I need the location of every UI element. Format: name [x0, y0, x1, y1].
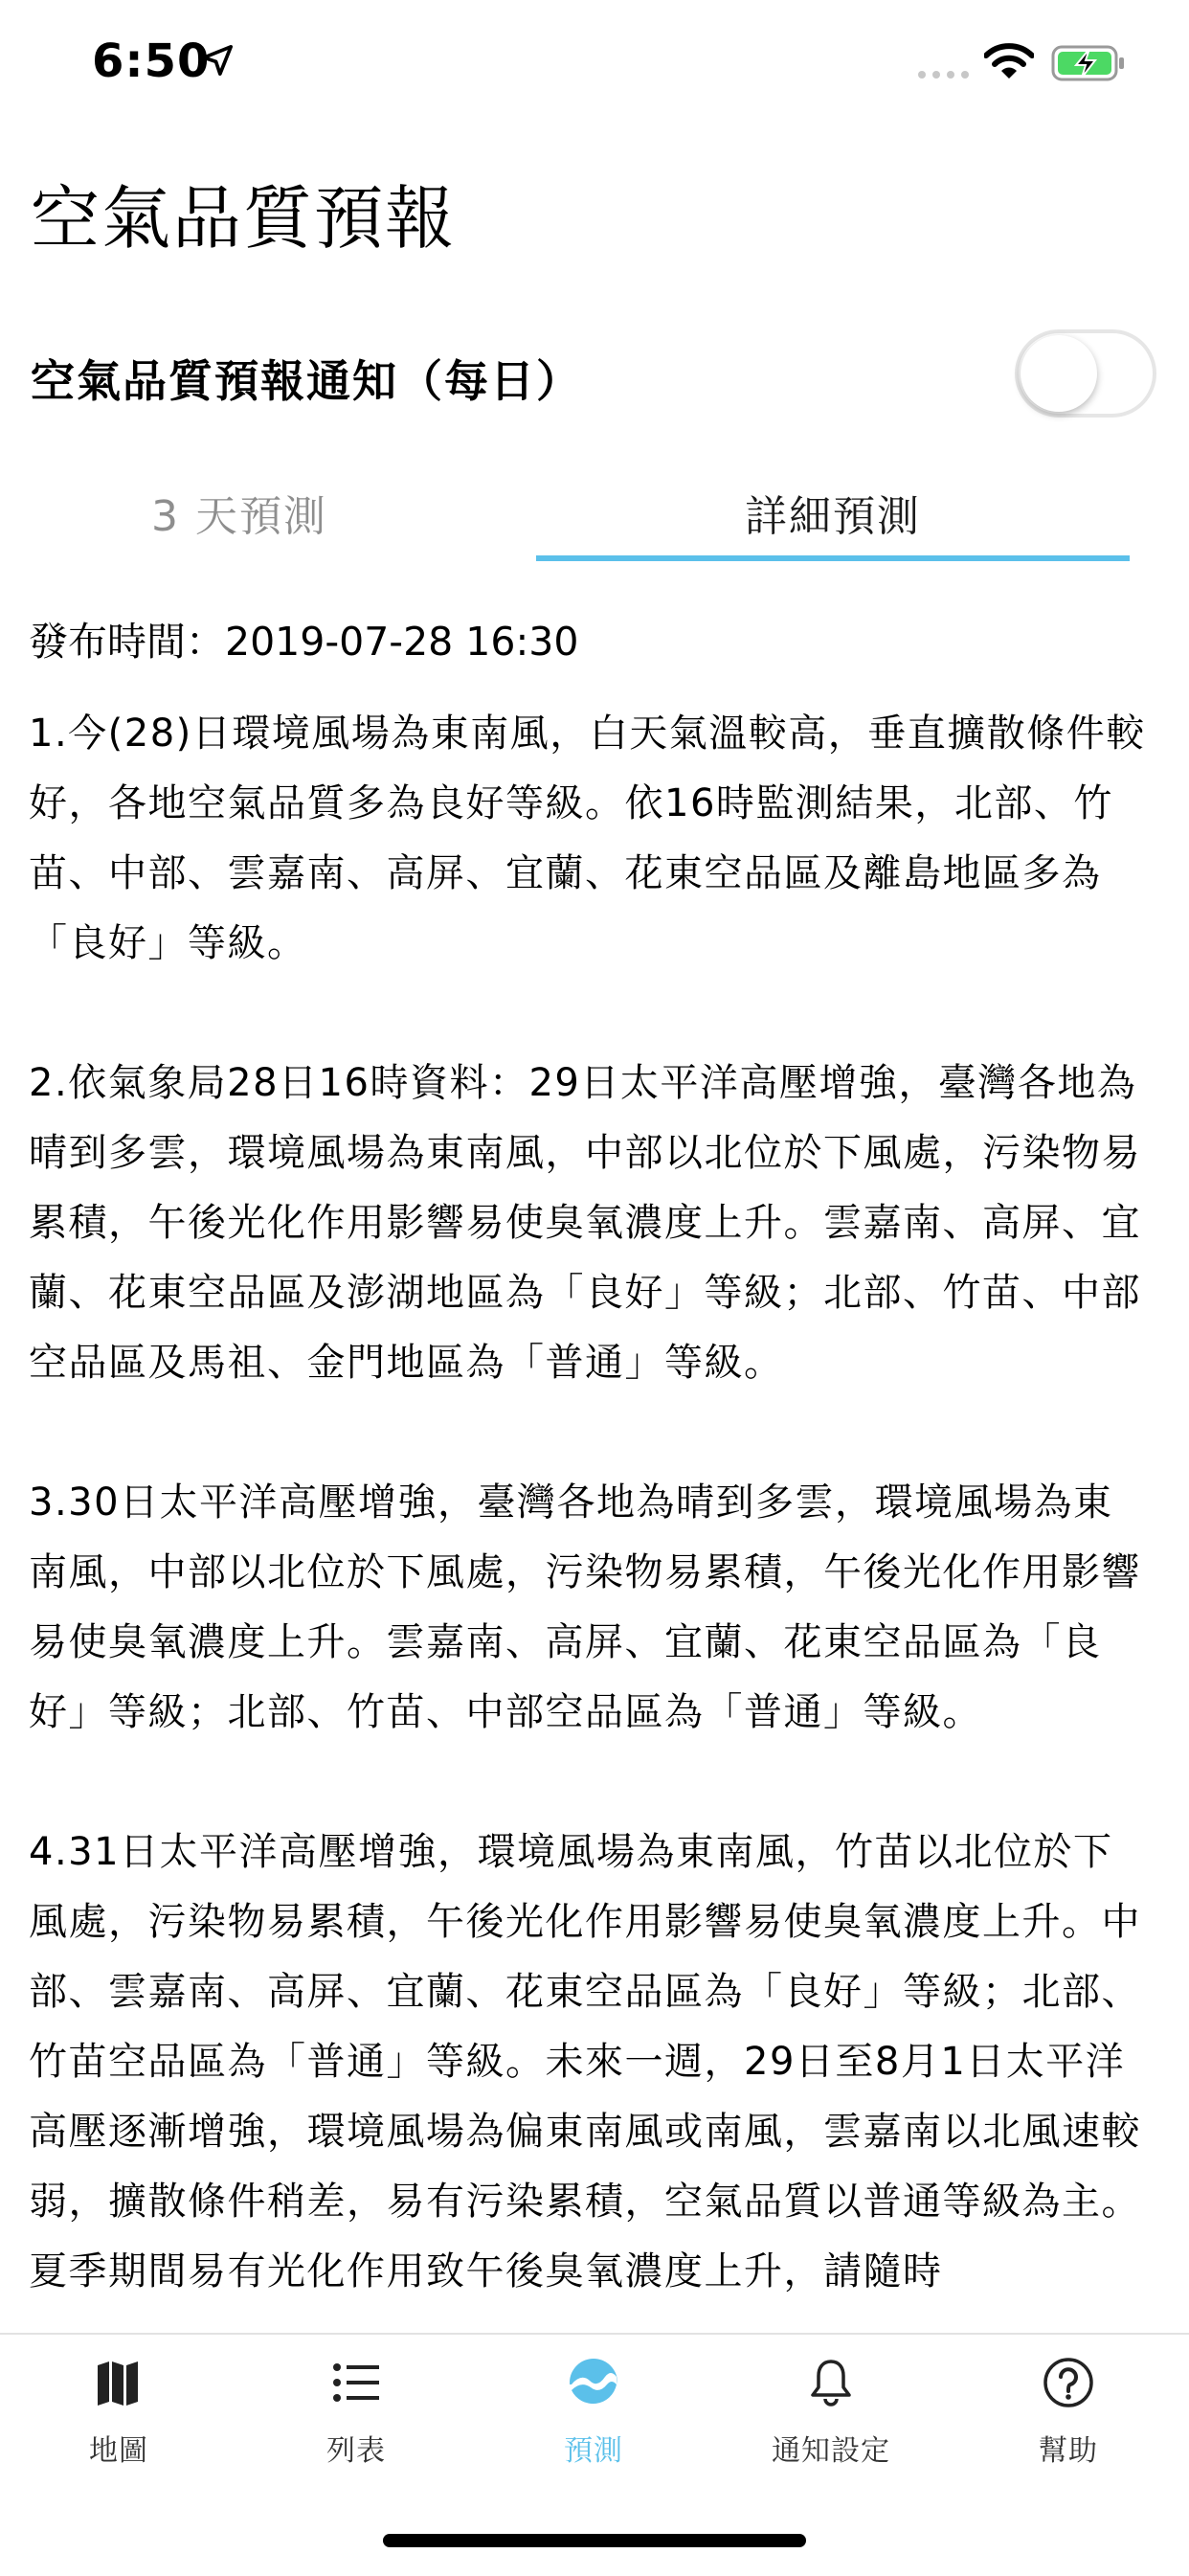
- tab-bar-label: 列表: [326, 2434, 386, 2468]
- publish-time: 發布時間：2019-07-28 16:30: [29, 619, 579, 665]
- forecast-tabs: [0, 479, 1189, 565]
- forecast-content: [29, 603, 1149, 2377]
- daily-notification-toggle[interactable]: [1015, 329, 1156, 418]
- notification-label: 空氣品質預報通知（每日）: [31, 355, 582, 407]
- wifi-icon: [984, 42, 1034, 80]
- scroll-fade: [0, 2298, 1189, 2337]
- notification-setting-row: [0, 329, 1189, 425]
- tab-bar-label: 幫助: [1039, 2434, 1098, 2468]
- forecast-paragraph: 2.依氣象局28日16時資料：29日太平洋高壓增強，臺灣各地為晴到多雲，環境風場為東南風，中部以北位於下風處，污染物易累積，午後光化作用影響易使臭氧濃度上升。雲嘉南、高屏、宜蘭、花東空品區及澎湖地區為「良好」等級；北部、竹苗、中部空品區及馬祖、金門地區為「普通」等級。: [29, 1061, 1141, 1385]
- tab-bar-notification-settings[interactable]: [712, 2335, 950, 2488]
- toggle-knob: [1021, 335, 1097, 412]
- home-indicator: [383, 2534, 806, 2547]
- battery-charging-icon: [1051, 44, 1128, 82]
- tab-bar-help[interactable]: [950, 2335, 1187, 2488]
- page-title: 空氣品質預報: [31, 178, 457, 259]
- tab-detailed-forecast[interactable]: 詳細預測: [745, 492, 921, 541]
- status-time: 6:50: [92, 34, 211, 88]
- tab-bar-forecast[interactable]: [475, 2335, 712, 2488]
- forecast-paragraph: 1.今(28)日環境風場為東南風，白天氣溫較高，垂直擴散條件較好，各地空氣品質多為良好等級。依16時監測結果，北部、竹苗、中部、雲嘉南、高屏、宜蘭、花東空品區及離島地區多為「良好」等級。: [29, 712, 1146, 965]
- location-arrow-icon: [201, 44, 234, 77]
- cellular-signal-icon: [917, 69, 973, 80]
- map-icon: [92, 2356, 146, 2409]
- forecast-icon: [567, 2356, 620, 2409]
- selected-tab-indicator: [536, 555, 1130, 561]
- help-icon: [1042, 2356, 1095, 2409]
- list-icon: [329, 2356, 383, 2409]
- tab-bar-label: 通知設定: [772, 2434, 890, 2468]
- tab-bar-label: 地圖: [89, 2434, 148, 2468]
- tab-bar-list[interactable]: [237, 2335, 475, 2488]
- tab-bar-label: 預測: [564, 2434, 623, 2468]
- forecast-paragraph: 3.30日太平洋高壓增強，臺灣各地為晴到多雲，環境風場為東南風，中部以北位於下風處，污染物易累積，午後光化作用影響易使臭氧濃度上升。雲嘉南、高屏、宜蘭、花東空品區為「良好」等級；北部、竹苗、中部空品區為「普通」等級。: [29, 1480, 1141, 1734]
- bell-icon: [804, 2356, 858, 2409]
- tab-3-day-forecast[interactable]: 3 天預測: [151, 492, 327, 541]
- tab-bar-map[interactable]: [0, 2335, 237, 2488]
- forecast-paragraph: 4.31日太平洋高壓增強，環境風場為東南風，竹苗以北位於下風處，污染物易累積，午後光化作用影響易使臭氧濃度上升。中部、雲嘉南、高屏、宜蘭、花東空品區為「良好」等級；北部、竹苗空品區為「普通」等級。未來一週，29日至8月1日太平洋高壓逐漸增強，環境風場為偏東南風或南風，雲嘉南以北風速較弱，擴散條件稍差，易有污染累積，空氣品質以普通等級為主。夏季期間易有光化作用致午後臭氧濃度上升，請隨時: [29, 1830, 1141, 2294]
- status-bar: [0, 0, 1189, 126]
